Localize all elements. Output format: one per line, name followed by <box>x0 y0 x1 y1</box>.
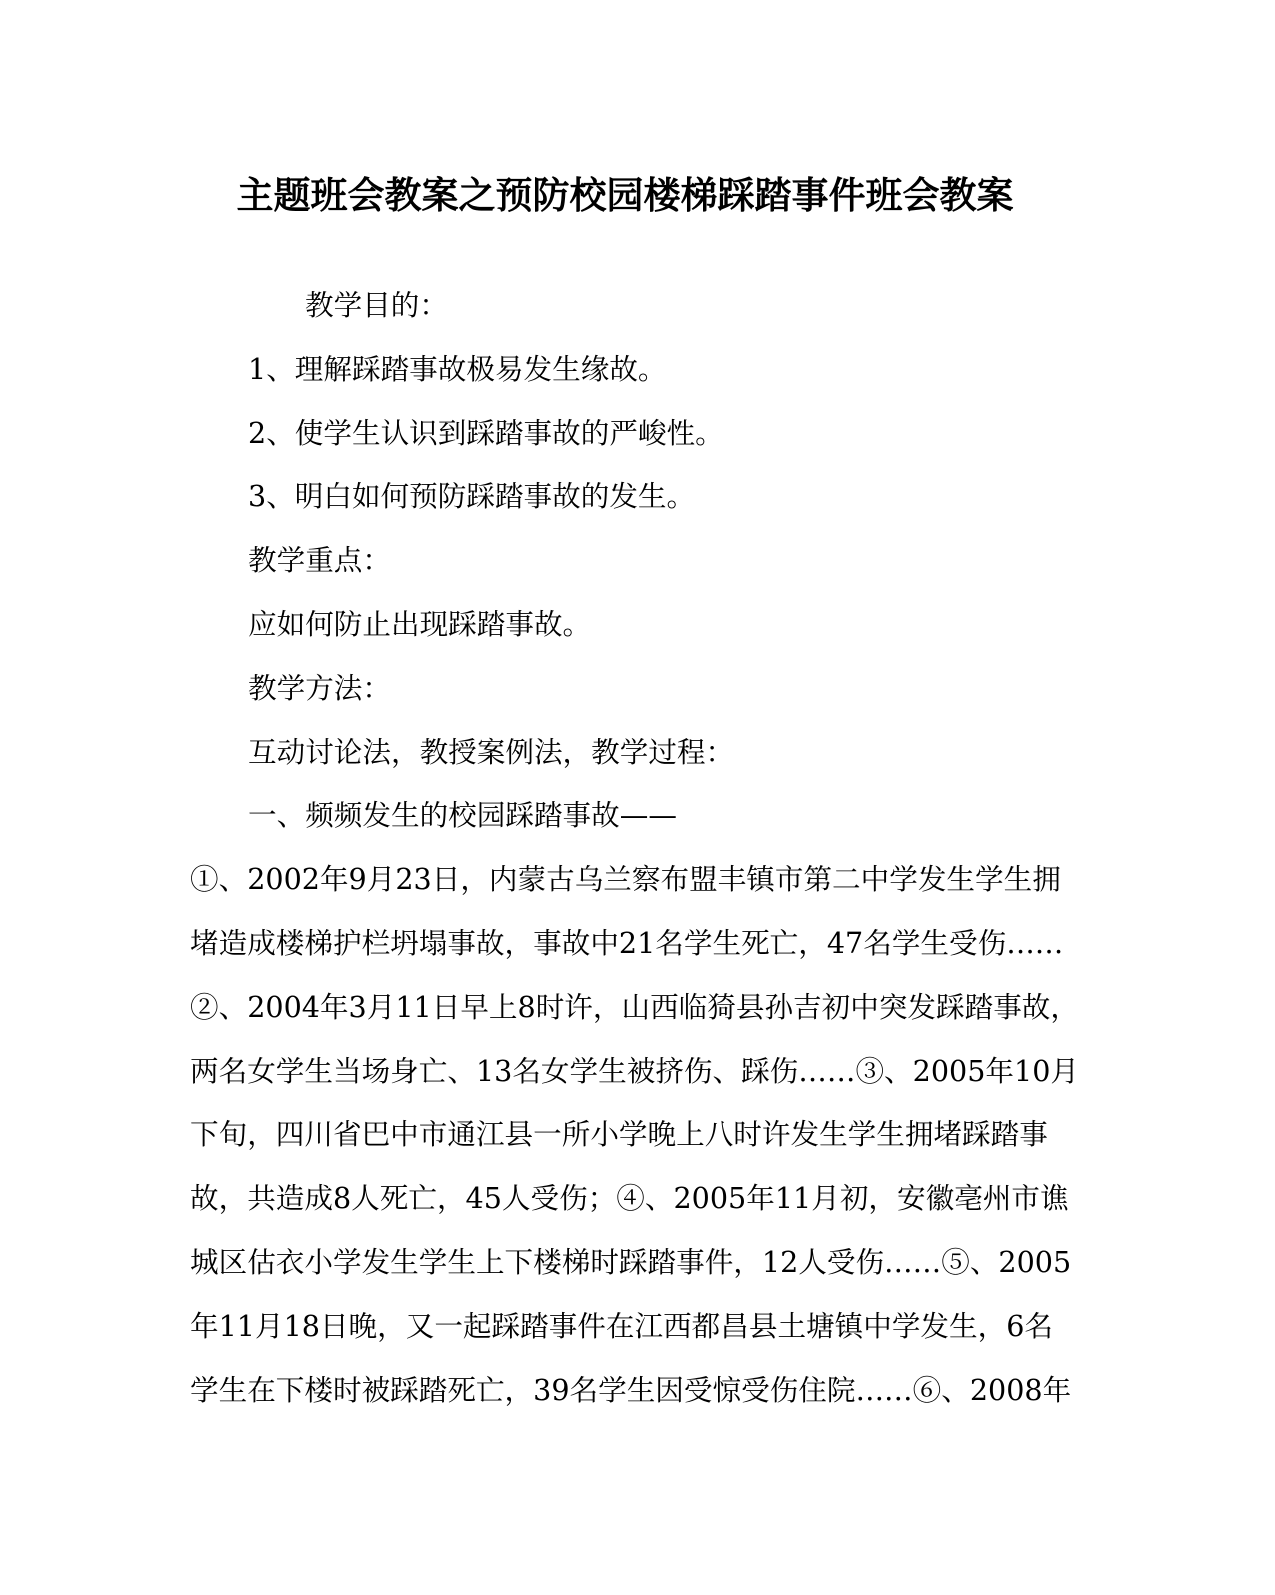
incidents-paragraph <box>190 848 1090 1422</box>
incidents-paragraph-line: 下旬，四川省巴中市通江县一所小学晚上八时许发生学生拥堵踩踏事 <box>190 1117 1048 1152</box>
document-body <box>190 274 1090 1422</box>
methods-text: 互动讨论法，教授案例法，教学过程： <box>248 734 735 769</box>
incidents-paragraph-line: ②、2004年3月11日早上8时许，山西临猗县孙吉初中突发踩踏事故， <box>190 989 1079 1024</box>
incidents-paragraph-line: 学生在下楼时被踩踏死亡，39名学生因受惊受伤住院……⑥、2008年 <box>190 1372 1072 1407</box>
incidents-paragraph-line: ①、2002年9月23日，内蒙古乌兰察布盟丰镇市第二中学发生学生拥 <box>190 862 1061 897</box>
incidents-paragraph-line: 城区估衣小学发生学生上下楼梯时踩踏事件，12人受伤……⑤、2005 <box>190 1244 1072 1279</box>
objective-item: 3、明白如何预防踩踏事故的发生。 <box>248 479 696 514</box>
key-points-heading: 教学重点： <box>248 543 391 578</box>
document-title: 主题班会教案之预防校园楼梯踩踏事件班会教案 <box>236 173 1014 217</box>
incidents-heading: 一、频频发生的校园踩踏事故—— <box>248 798 677 833</box>
incidents-paragraph-line: 两名女学生当场身亡、13名女学生被挤伤、踩伤……③、2005年10月 <box>190 1053 1079 1088</box>
objective-item: 2、使学生认识到踩踏事故的严峻性。 <box>248 415 724 450</box>
key-points-text: 应如何防止出现踩踏事故。 <box>248 606 592 641</box>
objective-item: 1、理解踩踏事故极易发生缘故。 <box>248 351 667 386</box>
incidents-paragraph-line: 故，共造成8人死亡，45人受伤；④、2005年11月初，安徽亳州市谯 <box>190 1181 1069 1216</box>
objectives-heading: 教学目的： <box>305 288 448 322</box>
incidents-paragraph-line: 堵造成楼梯护栏坍塌事故，事故中21名学生死亡，47名学生受伤…… <box>190 925 1064 960</box>
methods-heading: 教学方法： <box>248 670 391 705</box>
incidents-paragraph-line: 年11月18日晚，又一起踩踏事件在江西都昌县土塘镇中学发生，6名 <box>190 1308 1053 1343</box>
